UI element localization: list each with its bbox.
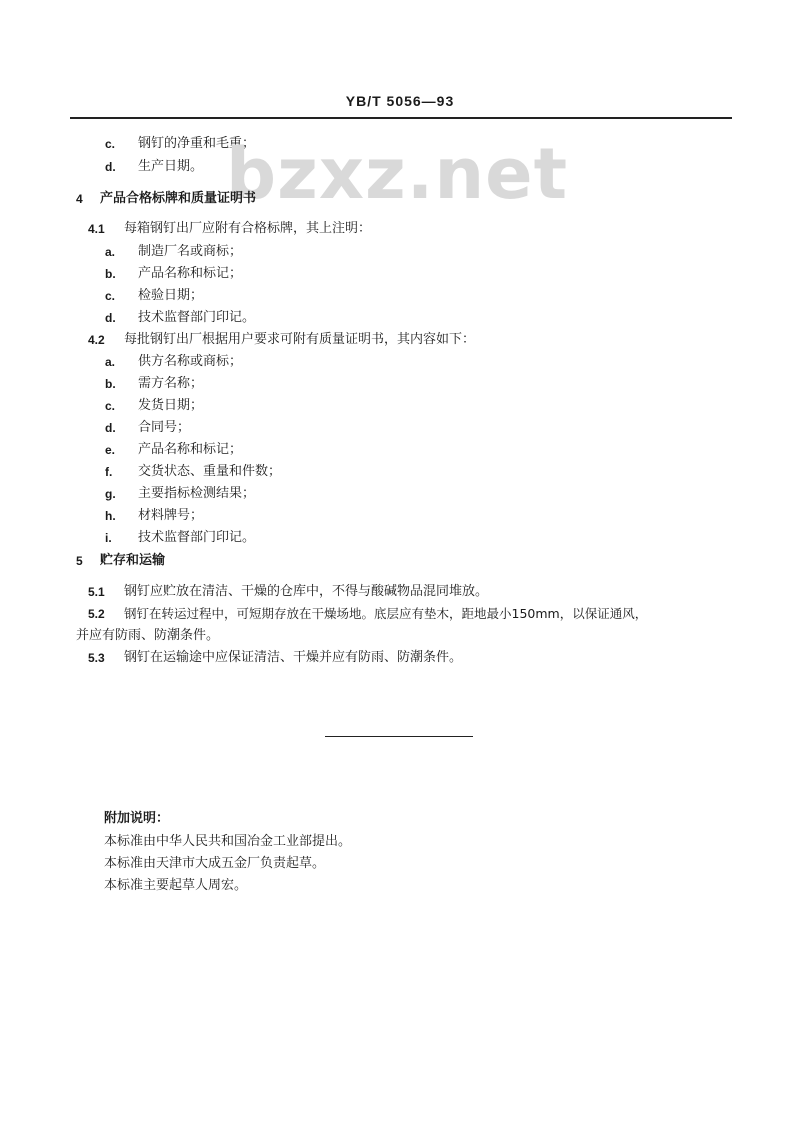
list-item-key: c.: [105, 289, 116, 303]
list-item-text: 钢钉的净重和毛重；: [138, 136, 256, 151]
list-item-text: 需方名称；: [138, 376, 204, 391]
standard-code: YB/T 5056—93: [345, 93, 455, 109]
clause-text: 钢钉应贮放在清洁、干燥的仓库中，不得与酸碱物品混同堆放。: [124, 584, 489, 599]
list-item-text: 产品名称和标记；: [138, 266, 243, 281]
clause-number: 5.1: [88, 585, 105, 599]
clause-number: 5.2: [88, 607, 105, 621]
list-item-key: i.: [105, 531, 112, 545]
clause-text: 钢钉在转运过程中，可短期存放在干燥场地。底层应有垫木，距地最小150mm，以保证通风，: [124, 606, 648, 621]
list-item-key: d.: [105, 311, 116, 325]
notes-line: 本标准主要起草人周宏。: [104, 878, 248, 893]
list-item-key: d.: [105, 421, 116, 435]
list-item-text: 检验日期；: [138, 288, 204, 303]
notes-line: 本标准由天津市大成五金厂负责起草。: [104, 856, 326, 871]
section-number: 5: [76, 554, 83, 568]
notes-title: 附加说明：: [104, 811, 170, 826]
list-item-text: 交货状态、重量和件数；: [138, 464, 282, 479]
clause-text: 每批钢钉出厂根据用户要求可附有质量证明书，其内容如下：: [124, 332, 476, 347]
clause-text: 钢钉在运输途中应保证清洁、干燥并应有防雨、防潮条件。: [124, 650, 463, 665]
clause-text-continued: 并应有防雨、防潮条件。: [76, 628, 220, 643]
list-item-text: 产品名称和标记；: [138, 442, 243, 457]
end-rule: [325, 736, 473, 737]
clause-text: 每箱钢钉出厂应附有合格标牌，其上注明：: [124, 221, 372, 236]
list-item-key: c.: [105, 399, 116, 413]
clause-number: 4.1: [88, 222, 105, 236]
list-item-key: a.: [105, 355, 116, 369]
list-item-text: 生产日期。: [138, 159, 204, 174]
list-item-key: f.: [105, 465, 113, 479]
notes-line: 本标准由中华人民共和国冶金工业部提出。: [104, 834, 352, 849]
clause-number: 5.3: [88, 651, 105, 665]
clause-number: 4.2: [88, 333, 105, 347]
list-item-text: 技术监督部门印记。: [138, 310, 256, 325]
watermark: bzxz.net: [226, 133, 569, 215]
list-item-text: 主要指标检测结果；: [138, 486, 256, 501]
list-item-text: 供方名称或商标；: [138, 354, 243, 369]
list-item-key: d.: [105, 160, 116, 174]
list-item-key: a.: [105, 245, 116, 259]
list-item-key: b.: [105, 267, 116, 281]
list-item-text: 技术监督部门印记。: [138, 530, 256, 545]
section-number: 4: [76, 192, 83, 206]
list-item-key: c.: [105, 137, 116, 151]
list-item-text: 发货日期；: [138, 398, 204, 413]
list-item-key: b.: [105, 377, 116, 391]
header-rule: [70, 117, 732, 119]
list-item-key: g.: [105, 487, 116, 501]
section-title: 贮存和运输: [100, 553, 166, 568]
section-title: 产品合格标牌和质量证明书: [100, 191, 257, 206]
list-item-text: 合同号；: [138, 420, 191, 435]
list-item-text: 制造厂名或商标；: [138, 244, 243, 259]
list-item-key: e.: [105, 443, 116, 457]
list-item-text: 材料牌号；: [138, 508, 204, 523]
list-item-key: h.: [105, 509, 116, 523]
